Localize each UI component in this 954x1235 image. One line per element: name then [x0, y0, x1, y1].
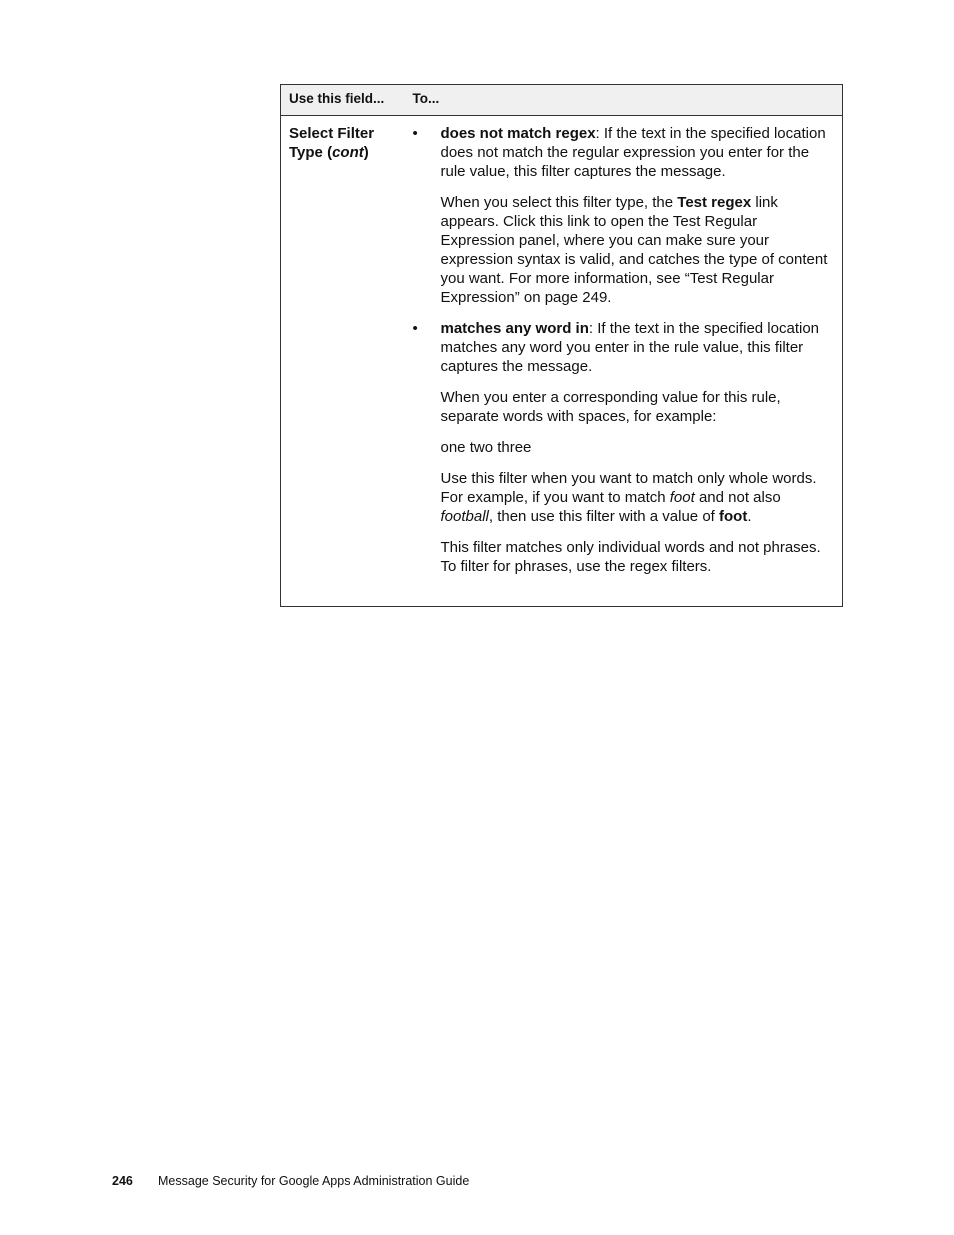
paragraph-text: . — [747, 508, 752, 525]
bullet-paragraph — [441, 319, 835, 376]
header-to: To... — [405, 85, 843, 116]
example-word-foot: foot — [669, 489, 695, 506]
whole-words-paragraph — [441, 469, 835, 526]
phrases-paragraph: This filter matches only individual words and not phrases. To filter for phrases, use the regex filters. — [440, 539, 821, 575]
field-close: ) — [363, 144, 369, 161]
header-use-this-field: Use this field... — [281, 85, 405, 116]
field-cont: cont — [332, 144, 364, 161]
page-footer — [112, 1174, 469, 1188]
bullet-paragraph — [441, 124, 835, 181]
term-does-not-match-regex: does not match regex — [440, 125, 596, 142]
paragraph-text: and not also — [694, 489, 781, 506]
page-number: 246 — [112, 1174, 133, 1188]
test-regex-paragraph — [441, 193, 835, 307]
separator-paragraph: When you enter a corresponding value for this rule, separate words with spaces, for example: — [440, 389, 781, 425]
paragraph-text: Use this filter when you want to match only whole words. For example, if you want to match — [440, 470, 817, 506]
example-word-football: football — [440, 508, 489, 525]
table-row — [281, 116, 843, 607]
list-item-matches-any-word-in — [413, 319, 835, 576]
list-item-does-not-match-regex — [413, 124, 835, 307]
term-description: : If the text in the specified location matches any word you enter in the rule value, this filter captures the message. — [440, 320, 820, 375]
test-regex-link-name: Test regex — [677, 194, 752, 211]
field-name: Select Filter Type ( — [289, 125, 375, 161]
description-cell — [405, 116, 843, 607]
field-name-cell — [281, 116, 405, 607]
paragraph-text: When you select this filter type, the — [440, 194, 678, 211]
example-paragraph: one two three — [440, 439, 532, 456]
bullet-icon: • — [412, 125, 418, 142]
term-matches-any-word-in: matches any word in — [440, 320, 589, 337]
bullet-icon: • — [412, 320, 418, 337]
table-header-row — [281, 85, 843, 116]
guide-title: Message Security for Google Apps Administration Guide — [158, 1174, 470, 1188]
paragraph-text: , then use this filter with a value of — [488, 508, 719, 525]
term-description: : If the text in the specified location does not match the regular expression you enter for the rule value, this filter captures the message. — [440, 125, 826, 180]
filter-type-table — [280, 84, 843, 607]
filter-type-list — [413, 124, 835, 576]
example-value-foot: foot — [719, 508, 748, 525]
paragraph-text: link appears. Click this link to open the Test Regular Expression panel, where you can make sure your expression syntax is valid, and catches the type of content you want. For more information, see “Test Regular Expression” on page 249. — [440, 194, 828, 306]
